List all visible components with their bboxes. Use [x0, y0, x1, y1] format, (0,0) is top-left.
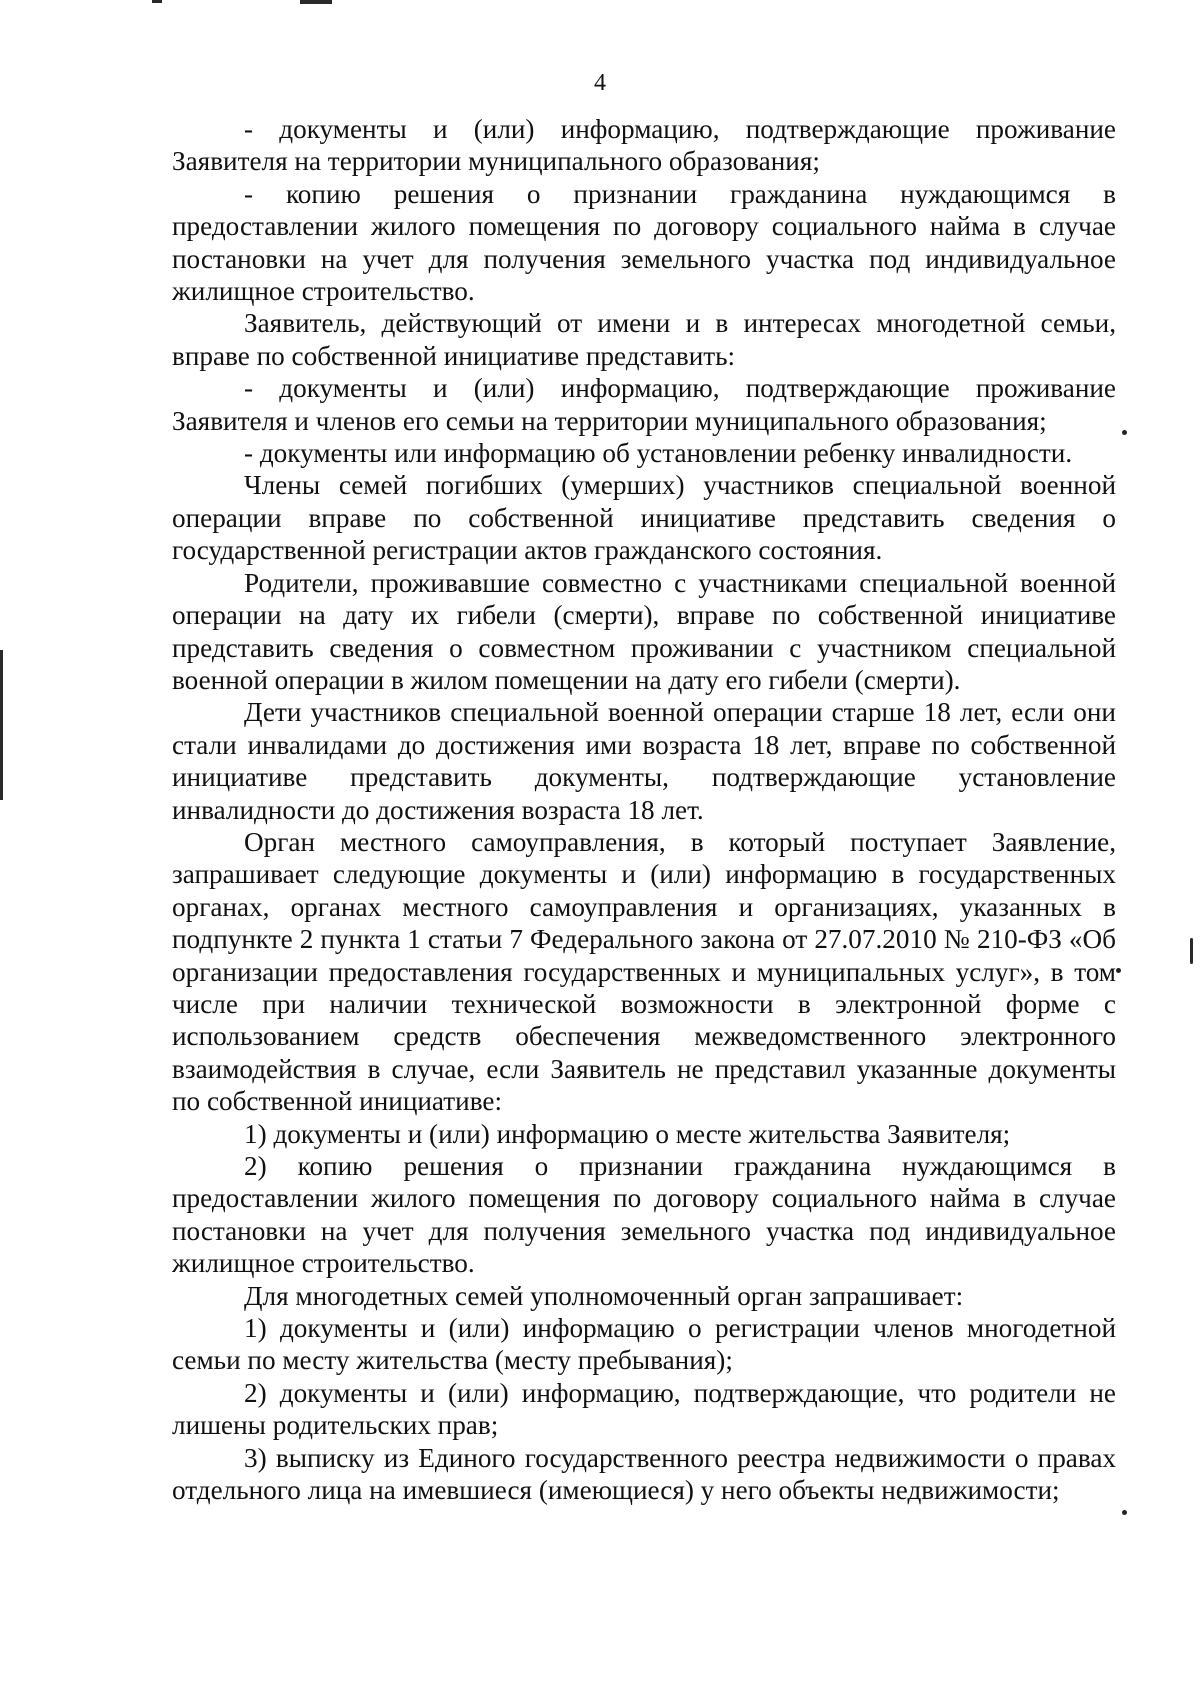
scan-dot [1116, 968, 1121, 973]
document-body [172, 113, 1116, 1506]
scan-artifact [1190, 938, 1193, 964]
paragraph: 1) документы и (или) информацию о месте жительства Заявителя; [244, 1118, 1011, 1149]
paragraph: 3) выписку из Единого государственного реестра недвижимости о правах отдельного лица на имевшиеся (имеющиеся) у него объекты недвижимости; [172, 1442, 1116, 1506]
scan-artifact [152, 0, 162, 3]
paragraph: Орган местного самоуправления, в который поступает Заявление, запрашивает следующие документы и (или) информацию в государственных органах, органах местного самоуправления и организациях, указанных в подпункте 2 пункта 1 статьи 7 Федерального закона от 27.07.2010 № 210-ФЗ «Об организации предоставления государственных и муниципальных услуг», в том числе при наличии технической возможности в электронной форме с использованием средств обеспечения межведомственного электронного взаимодействия в случае, если Заявитель не представил указанные документы по собственной инициативе: [172, 826, 1116, 1117]
paragraph: 2) документы и (или) информацию, подтверждающие, что родители не лишены родительских прав; [172, 1377, 1116, 1441]
scan-dot [1122, 1510, 1127, 1515]
paragraph: Заявитель, действующий от имени и в интересах многодетной семьи, вправе по собственной инициативе представить: [172, 308, 1116, 371]
paragraph: Члены семей погибших (умерших) участников специальной военной операции вправе по собственной инициативе представить сведения о государственной регистрации актов гражданского состояния. [172, 470, 1116, 566]
paragraph: - документы или информацию об установлении ребенку инвалидности. [244, 438, 1073, 469]
scan-artifact [0, 650, 3, 800]
paragraph: - документы и (или) информацию, подтверждающие проживание Заявителя на территории муниципального образования; [172, 114, 1116, 177]
paragraph: - документы и (или) информацию, подтверждающие проживание Заявителя и членов его семьи на территории муниципального образования; [172, 373, 1116, 436]
paragraph: Родители, проживавшие совместно с участниками специальной военной операции на дату их гибели (смерти), вправе по собственной инициативе представить сведения о совместном проживании с участником специальной военной операции в жилом помещении на дату его гибели (смерти). [172, 567, 1116, 695]
page-number: 4 [594, 70, 606, 96]
paragraph: Для многодетных семей уполномоченный орган запрашивает: [244, 1280, 964, 1311]
paragraph: - копию решения о признании гражданина нуждающимся в предоставлении жилого помещения по договору социального найма в случае постановки на учет для получения земельного участка под индивидуальное жилищное строительство. [172, 178, 1116, 307]
paragraph: Дети участников специальной военной операции старше 18 лет, если они стали инвалидами до достижения ими возраста 18 лет, вправе по собственной инициативе представить документы, подтверждающие установление инвалидности до достижения возраста 18 лет. [172, 697, 1116, 825]
scan-artifact [300, 0, 332, 4]
paragraph: 1) документы и (или) информацию о регистрации членов многодетной семьи по месту жительства (месту пребывания); [172, 1313, 1116, 1376]
scan-dot [1122, 430, 1127, 435]
paragraph: 2) копию решения о признании гражданина нуждающимся в предоставлении жилого помещения по договору социального найма в случае постановки на учет для получения земельного участка под индивидуальное жилищное строительство. [172, 1151, 1116, 1279]
